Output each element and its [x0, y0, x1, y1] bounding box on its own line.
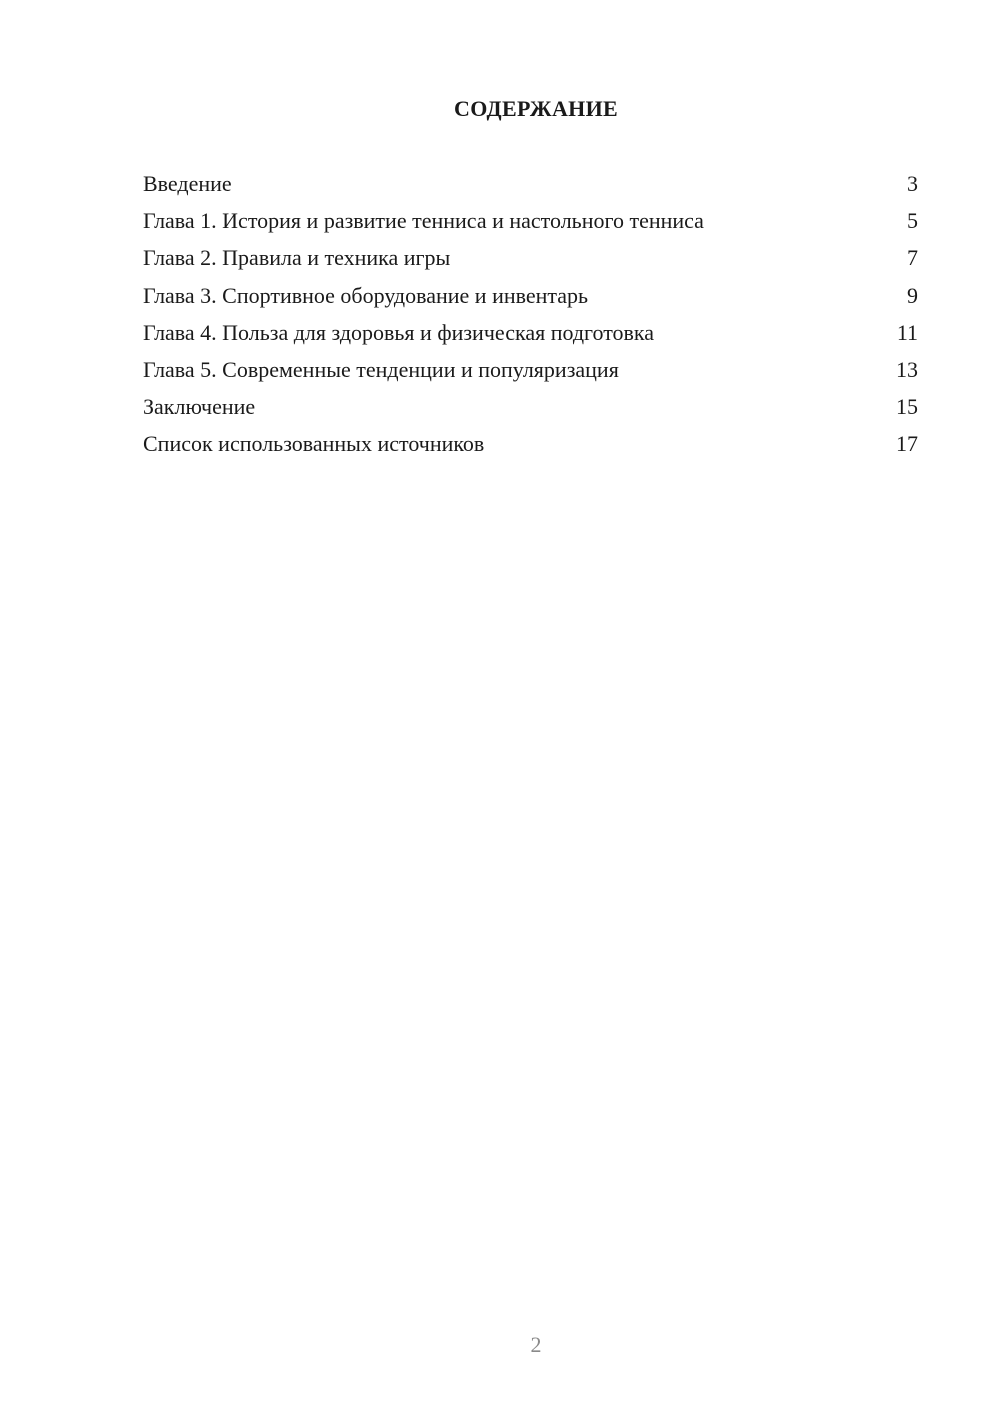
- toc-entry-chapter-5: [143, 355, 918, 392]
- toc-entry-chapter-1: [143, 206, 918, 243]
- toc-entry-page: 3: [907, 171, 918, 196]
- toc-entry-label: Глава 4. Польза для здоровья и физическая подготовка: [143, 319, 655, 345]
- toc-entry-label: Введение: [143, 171, 232, 196]
- toc-entry-label: Глава 5. Современные тенденции и популяризация: [143, 356, 619, 382]
- toc-entry-label: Глава 2. Правила и техника игры: [143, 245, 451, 271]
- toc-entry-page: 5: [907, 208, 918, 234]
- toc-entry-chapter-3: [143, 281, 918, 318]
- toc-entry-chapter-2: [143, 243, 918, 280]
- toc-entry-label: Глава 3. Спортивное оборудование и инвентарь: [143, 282, 589, 308]
- toc-entry-page: 15: [896, 394, 918, 420]
- toc-entry-page: 9: [907, 282, 918, 308]
- toc-entry-page: 7: [907, 245, 918, 271]
- toc-entry-page: 11: [896, 319, 918, 345]
- table-of-contents: [143, 169, 918, 467]
- toc-entry-introduction: [143, 169, 918, 206]
- toc-entry-chapter-4: [143, 318, 918, 355]
- toc-entry-page: 17: [896, 431, 918, 457]
- toc-entry-label: Список использованных источников: [143, 431, 485, 457]
- page-title: СОДЕРЖАНИЕ: [454, 96, 618, 121]
- page-number: 2: [530, 1332, 542, 1357]
- toc-entry-label: Заключение: [143, 394, 256, 420]
- toc-entry-references: [143, 429, 918, 466]
- toc-entry-page: 13: [896, 356, 918, 382]
- toc-entry-conclusion: [143, 392, 918, 429]
- toc-entry-label: Глава 1. История и развитие тенниса и настольного тенниса: [143, 208, 704, 234]
